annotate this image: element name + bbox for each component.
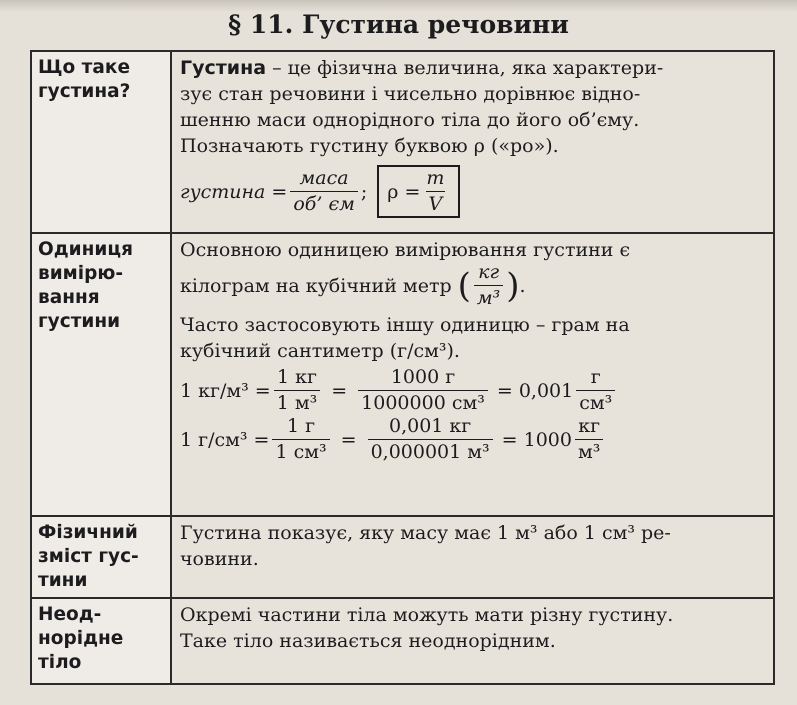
denominator: V [426,191,446,214]
fraction-m-v [423,169,447,214]
label-line: Неод- [38,604,102,625]
density-formula [180,165,765,218]
row-physical-meaning [31,516,774,598]
row-content [171,233,774,516]
numerator: кг [478,261,500,283]
definition-text: зує стан речовини і чисельно дорівнює відно- [180,83,641,105]
numerator: m [426,167,445,189]
numerator: 1000 г [390,366,456,388]
label-line: вання [38,287,100,308]
section-title: § 11. Густина речовини [228,10,569,39]
denominator: 1000000 см³ [358,390,488,413]
label-line: Фізичний [38,522,138,543]
row-content [171,51,774,233]
fraction [575,417,603,462]
label-line: тіло [38,652,82,673]
row-label [31,516,171,598]
numerator: 0,001 кг [388,415,472,437]
definition-text: шенню маси однорідного тіла до його об’єму. [180,109,640,131]
numerator: 1 кг [277,366,317,388]
row-unit [31,233,774,516]
eq-result: = 1000 [501,428,572,451]
label-line: норідне [38,628,124,649]
row-label [31,598,171,684]
definition-text: – це фізична величина, яка характери- [266,57,664,79]
label-line: зміст гус- [38,546,139,567]
denominator: см³ [576,390,615,413]
conversion-eq-1 [180,368,765,413]
eq-result: = 0,001 [496,379,574,402]
summary-table [30,50,775,685]
label-line: тини [38,570,88,591]
denominator: 0,000001 м³ [368,439,493,462]
row-label [31,51,171,233]
row-content [171,598,774,684]
fraction [576,368,615,413]
notation-text: Позначають густину буквою ρ («ро»). [180,135,559,157]
row-nonuniform-body [31,598,774,684]
rho-lhs: ρ = [387,180,421,203]
close-paren: ) [506,265,520,306]
fraction-mass-volume [290,169,358,214]
meaning-text: човини. [180,548,259,570]
label-line: густини [38,311,121,332]
nonuniform-text: Окремі частини тіла можуть мати різну густину. [180,604,674,626]
numerator: кг [578,415,601,437]
unit-text: Часто застосовують іншу одиницю – грам на [180,314,630,336]
numerator: маса [299,167,349,189]
label-line: Одиниця [38,239,133,260]
fraction [274,368,321,413]
eq-lhs: 1 г/см³ = [180,428,270,451]
numerator: г [590,366,601,388]
equals: = [331,379,348,402]
conversion-eq-2 [180,417,765,462]
denominator: 1 см³ [272,439,329,462]
denominator: 1 м³ [274,390,321,413]
nonuniform-text: Таке тіло називається неоднорідним. [180,630,556,652]
row-what-is-density [31,51,774,233]
denominator: м³ [575,439,603,462]
label-line: Що таке [38,57,130,78]
meaning-text: Густина показує, яку масу має 1 м³ або 1 см³ ре- [180,522,671,544]
fraction [272,417,329,462]
open-paren: ( [457,265,471,306]
formula-word-lhs: густина = [180,180,288,203]
unit-text: кілограм на кубічний метр [180,274,452,297]
denominator: м³ [474,285,503,308]
equals: = [340,428,357,451]
separator: ; [360,180,368,203]
boxed-formula [377,165,460,218]
eq-lhs: 1 кг/м³ = [180,379,271,402]
unit-text: Основною одиницею вимірювання густини є [180,239,631,261]
label-line: густина? [38,81,131,102]
fraction-kg-m3 [474,263,503,308]
term-density: Густина [180,57,267,79]
fraction [368,417,493,462]
numerator: 1 г [287,415,316,437]
unit-text: кубічний сантиметр (г/см³). [180,340,460,362]
fraction [358,368,488,413]
label-line: вимірю- [38,263,124,284]
period: . [519,274,526,297]
row-label [31,233,171,516]
row-content [171,516,774,598]
denominator: об’ єм [290,191,358,214]
